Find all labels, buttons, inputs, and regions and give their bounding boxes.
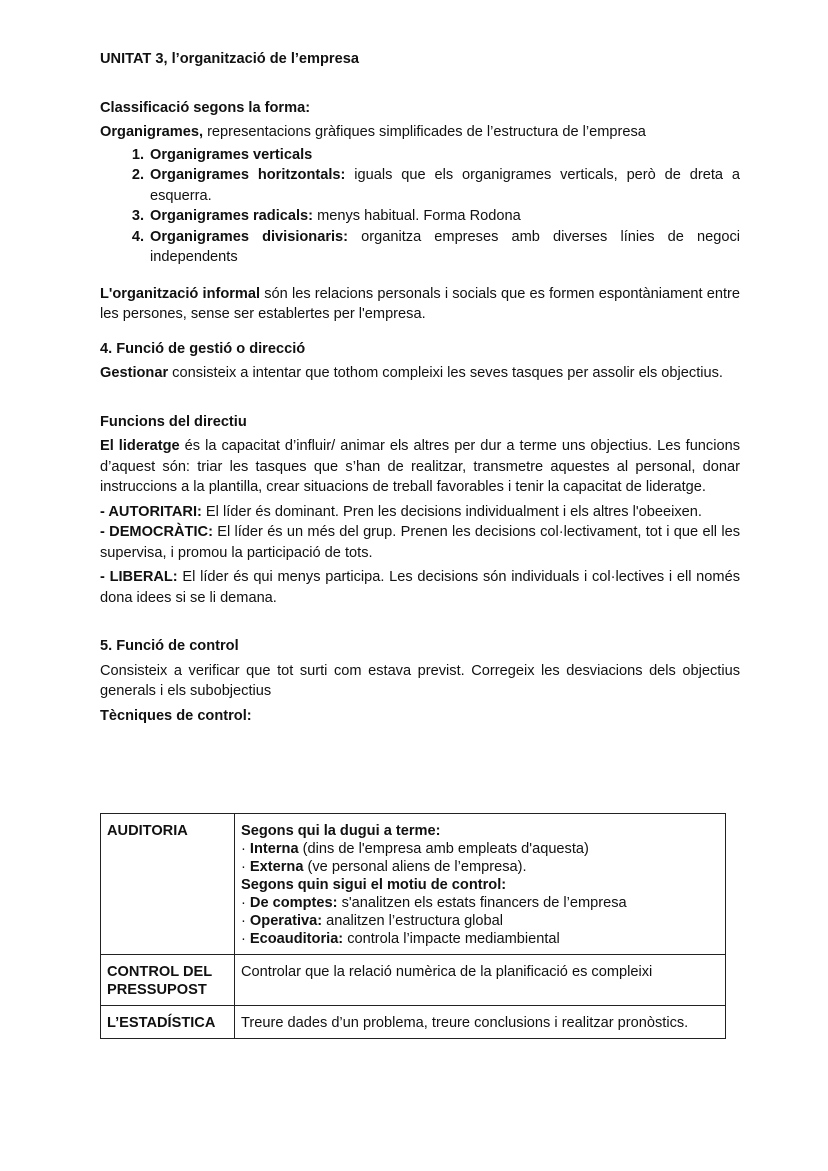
style-text: El líder és un més del grup. Prenen les decisions col·lectivament, tot i que ell les supervisa, i promou la participació de tots. [100, 524, 741, 561]
table-cell-label: AUDITORIA [101, 814, 235, 955]
auditoria-group-heading: Segons quin sigui el motiu de control: [241, 877, 507, 893]
list-item-text: organitza empreses amb diverses línies de negoci independents [150, 228, 740, 265]
list-item-term: Organigrames horitzontals: [150, 167, 346, 183]
table-cell-value: Controlar que la relació numèrica de la planificació es compleixi [235, 955, 726, 1006]
organigrames-intro [100, 122, 740, 143]
gestio-term: Gestionar [100, 365, 169, 381]
style-text: El líder és dominant. Pren les decisions individualment i els altres l'obeeixen. [201, 503, 702, 520]
table-cell-value: Treure dades d’un problema, treure conclusions i realitzar pronòstics. [235, 1006, 726, 1039]
directiu-heading: Funcions del directiu [100, 413, 247, 430]
bullet: · [241, 913, 250, 929]
list-item-term: Externa [249, 859, 304, 875]
list-item-term: Operativa: [249, 913, 323, 929]
list-item-text: iguals que els organigrames verticals, però de dreta a esquerra. [150, 167, 741, 204]
tecniques-heading: Tècniques de control: [100, 707, 252, 724]
lideratge-paragraph [100, 436, 740, 498]
informal-paragraph [100, 284, 740, 325]
list-item-text: analitzen l’estructura global [322, 913, 504, 929]
auditoria-group-heading: Segons qui la dugui a terme: [241, 823, 441, 839]
style-autoritari [100, 502, 740, 523]
list-item-term: Interna [249, 841, 299, 857]
list-item [150, 206, 740, 227]
lideratge-text: és la capacitat d’influir/ animar els altres per dur a terme uns objectius. Les funcions d’aquest són: triar les tasques que s’han de realitzar, transmetre aquestes al personal, donar instruccions a la plantilla, crear situacions de treball favorables i tenir la capacitat de lideratge. [100, 438, 740, 495]
gestio-heading: 4. Funció de gestió o direcció [100, 340, 306, 357]
list-item-term: Ecoauditoria: [249, 931, 344, 947]
list-item [241, 930, 719, 948]
table-cell-label: L’ESTADÍSTICA [101, 1006, 235, 1039]
table-row [101, 1006, 726, 1039]
organigrames-list [100, 145, 740, 268]
list-item-text: (ve personal aliens de l’empresa). [303, 859, 527, 875]
list-item-term: Organigrames radicals: [150, 208, 314, 224]
table-row [101, 814, 726, 955]
control-paragraph: Consisteix a verificar que tot surti com estava previst. Corregeix les desviacions dels objectius generals i els subobjectius [100, 662, 740, 699]
document-page [100, 49, 740, 726]
bullet: · [241, 841, 250, 857]
bullet: · [241, 859, 250, 875]
list-item-term: Organigrames verticals [150, 146, 313, 163]
organigrames-intro-text: representacions gràfiques simplificades de l’estructura de l’empresa [203, 124, 646, 140]
style-democratic [100, 522, 740, 563]
list-item [150, 227, 740, 268]
gestio-text: consisteix a intentar que tothom compleixi les seves tasques per assolir els objectius. [168, 365, 723, 381]
table-cell-auditoria [235, 814, 726, 955]
list-item [241, 894, 719, 912]
list-item-term: De comptes: [249, 895, 338, 911]
organigrames-intro-term: Organigrames, [100, 124, 204, 140]
list-item [241, 858, 719, 876]
list-item-term: Organigrames divisionaris: [150, 228, 349, 245]
bullet: · [241, 895, 250, 911]
document-title: UNITAT 3, l’organització de l’empresa [100, 51, 359, 67]
list-item-text: (dins de l'empresa amb empleats d'aquesta) [298, 841, 589, 857]
list-item-text: menys habitual. Forma Rodona [313, 208, 521, 224]
list-item [150, 145, 740, 166]
style-term: - LIBERAL: [100, 569, 178, 585]
style-text: El líder és qui menys participa. Les decisions són individuals i col·lectives i ell només dona idees si se li demana. [100, 569, 740, 606]
list-item-text: s'analitzen els estats financers de l’empresa [337, 895, 627, 911]
gestio-paragraph [100, 363, 740, 384]
control-techniques-table [100, 813, 726, 1039]
lideratge-term: El lideratge [100, 438, 180, 454]
list-item [150, 165, 740, 206]
control-heading: 5. Funció de control [100, 638, 239, 654]
table-row [101, 955, 726, 1006]
style-liberal [100, 567, 740, 608]
style-term: - AUTORITARI: [100, 503, 202, 520]
list-item [241, 840, 719, 858]
informal-text: són les relacions personals i socials que es formen espontàniament entre les persones, sense ser establertes per l'empresa. [100, 285, 740, 322]
style-term: - DEMOCRÀTIC: [100, 524, 213, 540]
bullet: · [241, 931, 250, 947]
list-item-text: controla l’impacte mediambiental [343, 931, 560, 947]
informal-term: L'organització informal [100, 285, 261, 302]
list-item [241, 912, 719, 930]
classificacio-heading: Classificació segons la forma: [100, 99, 311, 116]
table-cell-label: CONTROL DEL PRESSUPOST [101, 955, 235, 1006]
